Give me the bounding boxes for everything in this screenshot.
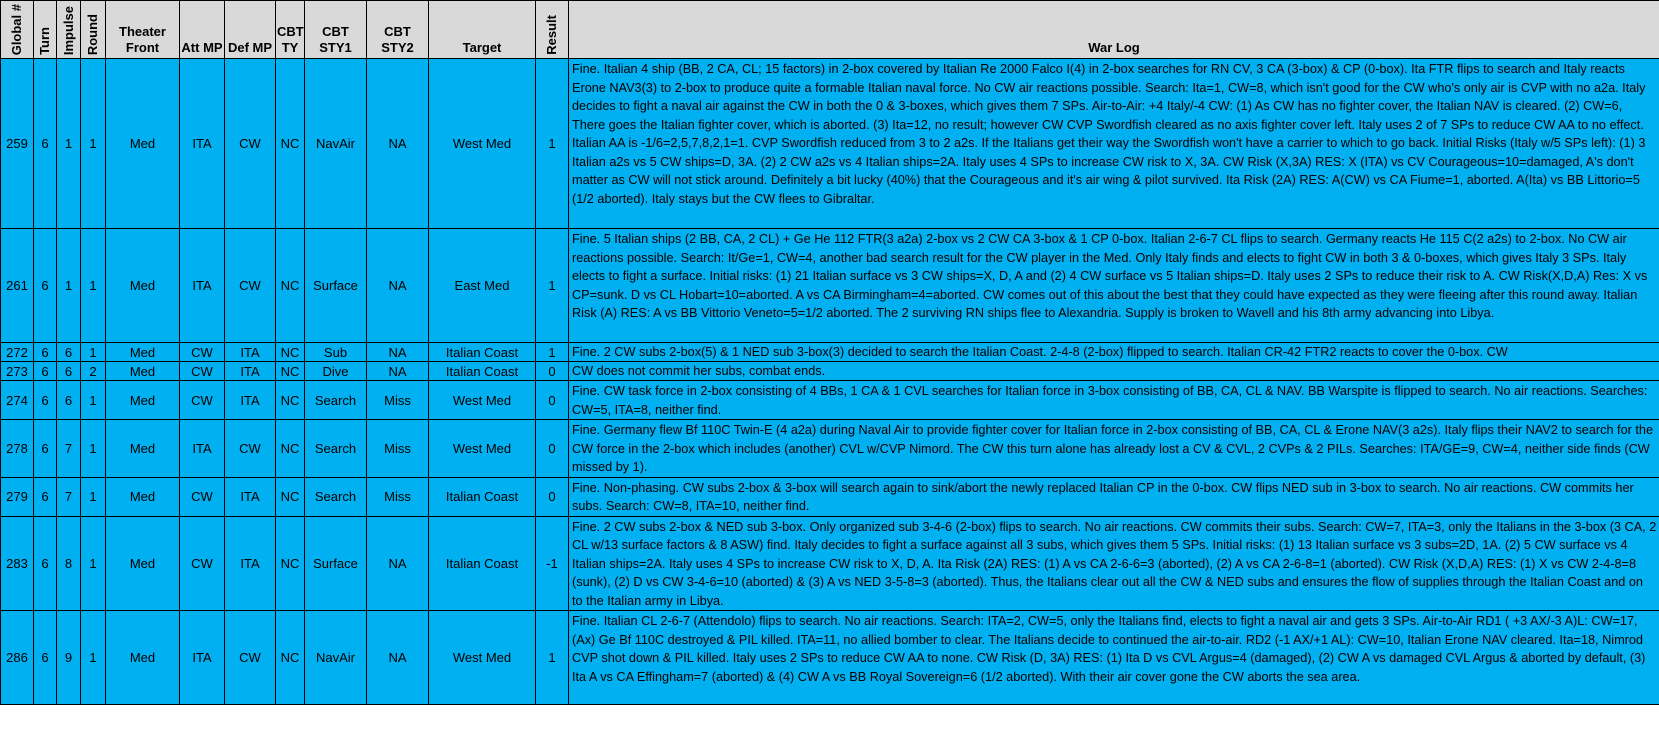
header-row: [1, 1, 1659, 59]
cell-turn: 6: [34, 59, 57, 229]
cell-def-mp: ITA: [225, 516, 276, 611]
cell-cbt-sty1: Search: [305, 477, 367, 516]
cell-global: 272: [1, 343, 34, 362]
cell-att-mp: CW: [180, 516, 225, 611]
cell-cbt-sty2: NA: [367, 229, 429, 343]
cell-result: -1: [536, 516, 569, 611]
table-row: [1, 611, 1659, 705]
cell-impulse: 1: [57, 229, 81, 343]
header-round: Round: [81, 1, 106, 59]
cell-turn: 6: [34, 343, 57, 362]
cell-cbt-ty: NC: [276, 59, 305, 229]
cell-turn: 6: [34, 381, 57, 420]
cell-turn: 6: [34, 611, 57, 705]
cell-result: 1: [536, 229, 569, 343]
header-war-log: War Log: [569, 1, 1659, 59]
cell-round: 1: [81, 381, 106, 420]
header-global: Global #: [1, 1, 34, 59]
cell-cbt-sty1: Surface: [305, 229, 367, 343]
table-row: [1, 477, 1659, 516]
cell-theater: Med: [106, 229, 180, 343]
cell-impulse: 6: [57, 343, 81, 362]
cell-round: 1: [81, 420, 106, 478]
cell-cbt-ty: NC: [276, 516, 305, 611]
cell-target: Italian Coast: [429, 477, 536, 516]
cell-cbt-sty2: NA: [367, 516, 429, 611]
cell-target: Italian Coast: [429, 516, 536, 611]
cell-cbt-ty: NC: [276, 381, 305, 420]
cell-log: CW does not commit her subs, combat ends.: [569, 362, 1659, 381]
header-cbt-ty: CBT TY: [276, 1, 305, 59]
cell-target: West Med: [429, 611, 536, 705]
cell-theater: Med: [106, 516, 180, 611]
cell-cbt-sty2: Miss: [367, 381, 429, 420]
table-row: [1, 381, 1659, 420]
cell-cbt-sty2: Miss: [367, 477, 429, 516]
cell-round: 1: [81, 229, 106, 343]
cell-global: 274: [1, 381, 34, 420]
cell-round: 2: [81, 362, 106, 381]
cell-turn: 6: [34, 516, 57, 611]
table-row: [1, 516, 1659, 611]
cell-def-mp: CW: [225, 59, 276, 229]
cell-impulse: 6: [57, 362, 81, 381]
cell-cbt-ty: NC: [276, 362, 305, 381]
cell-target: Italian Coast: [429, 343, 536, 362]
cell-cbt-sty2: NA: [367, 362, 429, 381]
cell-log: Fine. Italian CL 2-6-7 (Attendolo) flips to search. No air reactions. Search: ITA=2, CW=5, only the Italians find, elects to fight a naval air and gets 3 SPs. Air-to-Air RD1 ( +3 AX/-3 A)L: CW=17, (Ax) Ge Bf 110C destroyed & PIL killed. ITA=11, no allied bomber to clear. The Italians decide to continued the air-to-air. RD2 (-1 AX/+1 AL): CW=10, Italian Erone NAV cleared. Ita=18, Nimrod CVP shot down & PIL killed. Italy uses 2 SPs to reduce CW AA to none. CW Risk (D, 3A) RES: (1) Ita D vs CVL Argus=4 (damaged), (2) CW A vs damaged CVL Argus & aborted by default, (3) Ita A vs CA Effingham=7 (aborted) & (4) CW A vs BB Royal Sovereign=6 (1/2 aborted). With their air cover gone the CW aborts the sea area.: [569, 611, 1659, 705]
cell-result: 0: [536, 420, 569, 478]
cell-global: 259: [1, 59, 34, 229]
cell-impulse: 7: [57, 477, 81, 516]
cell-cbt-sty1: Dive: [305, 362, 367, 381]
cell-target: West Med: [429, 381, 536, 420]
cell-global: 278: [1, 420, 34, 478]
cell-turn: 6: [34, 362, 57, 381]
cell-theater: Med: [106, 59, 180, 229]
cell-global: 279: [1, 477, 34, 516]
cell-cbt-ty: NC: [276, 420, 305, 478]
cell-theater: Med: [106, 381, 180, 420]
cell-def-mp: ITA: [225, 362, 276, 381]
cell-target: West Med: [429, 420, 536, 478]
cell-impulse: 8: [57, 516, 81, 611]
cell-cbt-sty1: NavAir: [305, 59, 367, 229]
cell-result: 1: [536, 611, 569, 705]
header-impulse: Impulse: [57, 1, 81, 59]
header-target: Target: [429, 1, 536, 59]
cell-cbt-ty: NC: [276, 229, 305, 343]
header-cbt-sty2: CBT STY2: [367, 1, 429, 59]
cell-turn: 6: [34, 477, 57, 516]
cell-cbt-sty1: Sub: [305, 343, 367, 362]
cell-result: 1: [536, 59, 569, 229]
cell-att-mp: CW: [180, 343, 225, 362]
table-row: [1, 59, 1659, 229]
cell-cbt-sty1: Surface: [305, 516, 367, 611]
cell-impulse: 7: [57, 420, 81, 478]
table-row: [1, 229, 1659, 343]
cell-cbt-sty2: Miss: [367, 420, 429, 478]
cell-theater: Med: [106, 420, 180, 478]
cell-att-mp: CW: [180, 477, 225, 516]
cell-log: Fine. 2 CW subs 2-box & NED sub 3-box. Only organized sub 3-4-6 (2-box) flips to search. No air reactions. CW commits their subs. Search: CW=7, ITA=3, only the Italians in the 3-box (3 CA, 2 CL w/13 surface factors & 8 ASW) find. Italy decides to fight a surface against all 3 subs, which gives them 5 SPs. Initial risks: (1) 13 Italian surface vs 3 subs=2D, 1A. (2) 5 CW surface vs 4 Italian ships=2A. Italy uses 4 SPs to increase CW risk to X, D, A. Ita Risk (2A) RES: (1) A vs CA 2-6-6=3 (aborted), (2) A vs CA 2-6-8=1 (aborted). CW Risk (X,D,A) RES: (1) X vs CW 2-4-8=8 (sunk), (2) D vs CW 3-4-6=10 (aborted) & (3) A vs NED 3-5-8=3 (aborted). Thus, the Italians clear out all the CW & NED subs and ensures the flow of supplies through the Italian Coast and on to the Italian army in Libya.: [569, 516, 1659, 611]
cell-def-mp: ITA: [225, 381, 276, 420]
cell-cbt-sty1: Search: [305, 420, 367, 478]
header-result: Result: [536, 1, 569, 59]
cell-def-mp: ITA: [225, 477, 276, 516]
cell-theater: Med: [106, 611, 180, 705]
cell-att-mp: ITA: [180, 229, 225, 343]
cell-round: 1: [81, 343, 106, 362]
cell-theater: Med: [106, 477, 180, 516]
cell-cbt-ty: NC: [276, 611, 305, 705]
cell-result: 1: [536, 343, 569, 362]
cell-impulse: 1: [57, 59, 81, 229]
cell-global: 273: [1, 362, 34, 381]
cell-def-mp: ITA: [225, 343, 276, 362]
cell-att-mp: ITA: [180, 420, 225, 478]
cell-log: Fine. 5 Italian ships (2 BB, CA, 2 CL) + Ge He 112 FTR(3 a2a) 2-box vs 2 CW CA 3-box & 1 CP 0-box. Italian 2-6-7 CL flips to search. Germany reacts He 115 C(2 a2s) to 2-box. No CW air reactions possible. Search: It/Ge=1, CW=4, another bad search result for the CW player in the Med. Only Italy finds and elects to fight CW in both 3 & 0-boxes, which gives Italy 3 SPs. Italy elects to fight a surface. Initial risks: (1) 21 Italian surface vs 3 CW ships=X, D, A and (2) 4 CW surface vs 5 Italian ships=D. Italy uses 2 SPs to reduce their risk to A. CW Risk(X,D,A) Res: X vs CP=sunk. D vs CL Hobart=10=aborted. A vs CA Birmingham=4=aborted. CW comes out of this about the best that they could have expected as they were fleeing after this round away. Italian Risk (A) RES: A vs BB Vittorio Veneto=5=1/2 aborted. The 2 surviving RN ships flee to Alexandria. Supply is broken to Wavell and his 8th army advancing into Libya.: [569, 229, 1659, 343]
cell-log: Fine. Italian 4 ship (BB, 2 CA, CL; 15 factors) in 2-box covered by Italian Re 2000 Falco I(4) in 2-box searches for RN CV, 3 CA (3-box) & CP (0-box). Ita FTR flips to search and Italy reacts Erone NAV3(3) to 2-box to produce quite a formable Italian naval force. No CW air reactions possible. Search: Ita=1, CW=8, which isn't good for the CW who's only air is CVP with no a2a. Italy decides to fight a naval air against the CW in both the 0 & 3-boxes, which gives them 7 SPs. Air-to-Air: +4 Italy/-4 CW: (1) As CW has no fighter cover, the Italian NAV is cleared. (2) CW=6, There goes the Italian fighter cover, which is aborted. (3) Ita=12, no result; however CW CVP Swordfish cleared as no axis fighter cover left. Italy uses 2 of 7 SPs to reduce CW AA to no effect. Italian AA is -1/6=2,5,7,8,2,1=1. CVP Swordfish reduced from 3 to 2 a2s. If the Italians get their way the Swordfish won't have a carrier to which to go back. Initial Risks (Italy w/5 SPs left): (1) 3 Italian a2s vs 5 CW ships=D, 3A. (2) 2 CW a2s vs 4 Italian ships=2A. Italy uses 4 SPs to increase CW risk to X, 3A. CW Risk (X,3A) RES: X (ITA) vs CV Courageous=10=damaged, A's don't matter as CW will not stick around. Definitely a bit lucky (40%) that the Courageous and it's air wing & pilot survived. Ita Risk (2A) RES: A(CW) vs CA Fiume=1, aborted. A(Ita) vs BB Littorio=5 (1/2 aborted). Italy stays but the CW flees to Gibraltar.: [569, 59, 1659, 229]
cell-theater: Med: [106, 362, 180, 381]
cell-log: Fine. Germany flew Bf 110C Twin-E (4 a2a) during Naval Air to provide fighter cover for Italian force in 2-box consisting of BB, CA, CL & Erone NAV(3 a2s). Italy flips their NAV2 to search for the CW force in the 2-box which includes (another) CVL w/CVP Nimord. The CW this turn alone has already lost a CV & CVL, 2 CVPs & 2 PILs. Searches: ITA/GE=9, CW=4, neither side finds (CW missed by 1).: [569, 420, 1659, 478]
table-row: [1, 420, 1659, 478]
cell-cbt-ty: NC: [276, 477, 305, 516]
header-theater: Theater Front: [106, 1, 180, 59]
cell-def-mp: CW: [225, 420, 276, 478]
cell-result: 0: [536, 381, 569, 420]
table-row: [1, 343, 1659, 362]
cell-round: 1: [81, 59, 106, 229]
cell-cbt-ty: NC: [276, 343, 305, 362]
header-def-mp: Def MP: [225, 1, 276, 59]
header-turn: Turn: [34, 1, 57, 59]
cell-def-mp: CW: [225, 611, 276, 705]
cell-target: East Med: [429, 229, 536, 343]
cell-round: 1: [81, 611, 106, 705]
cell-round: 1: [81, 516, 106, 611]
cell-log: Fine. CW task force in 2-box consisting of 4 BBs, 1 CA & 1 CVL searches for Italian force in 3-box consisting of BB, CA, CL & NAV. BB Warspite is flipped to search. No air reactions. Searches: CW=5, ITA=8, neither find.: [569, 381, 1659, 420]
cell-att-mp: CW: [180, 362, 225, 381]
cell-impulse: 6: [57, 381, 81, 420]
cell-att-mp: CW: [180, 381, 225, 420]
cell-log: Fine. Non-phasing. CW subs 2-box & 3-box will search again to sink/abort the newly replaced Italian CP in the 0-box. CW flips NED sub in 3-box to search. No air reactions. CW commits her subs. Search: CW=8, ITA=10, neither find.: [569, 477, 1659, 516]
cell-att-mp: ITA: [180, 59, 225, 229]
cell-result: 0: [536, 362, 569, 381]
cell-log: Fine. 2 CW subs 2-box(5) & 1 NED sub 3-box(3) decided to search the Italian Coast. 2-4-8 (2-box) flipped to search. Italian CR-42 FTR2 reacts to cover the 0-box. CW: [569, 343, 1659, 362]
cell-cbt-sty2: NA: [367, 59, 429, 229]
cell-target: Italian Coast: [429, 362, 536, 381]
cell-turn: 6: [34, 420, 57, 478]
cell-att-mp: ITA: [180, 611, 225, 705]
cell-theater: Med: [106, 343, 180, 362]
cell-target: West Med: [429, 59, 536, 229]
cell-global: 283: [1, 516, 34, 611]
header-att-mp: Att MP: [180, 1, 225, 59]
cell-global: 261: [1, 229, 34, 343]
cell-def-mp: CW: [225, 229, 276, 343]
table-row: [1, 362, 1659, 381]
cell-cbt-sty1: NavAir: [305, 611, 367, 705]
cell-global: 286: [1, 611, 34, 705]
cell-cbt-sty2: NA: [367, 343, 429, 362]
cell-turn: 6: [34, 229, 57, 343]
header-cbt-sty1: CBT STY1: [305, 1, 367, 59]
cell-cbt-sty1: Search: [305, 381, 367, 420]
cell-impulse: 9: [57, 611, 81, 705]
cell-round: 1: [81, 477, 106, 516]
cell-result: 0: [536, 477, 569, 516]
cell-cbt-sty2: NA: [367, 611, 429, 705]
